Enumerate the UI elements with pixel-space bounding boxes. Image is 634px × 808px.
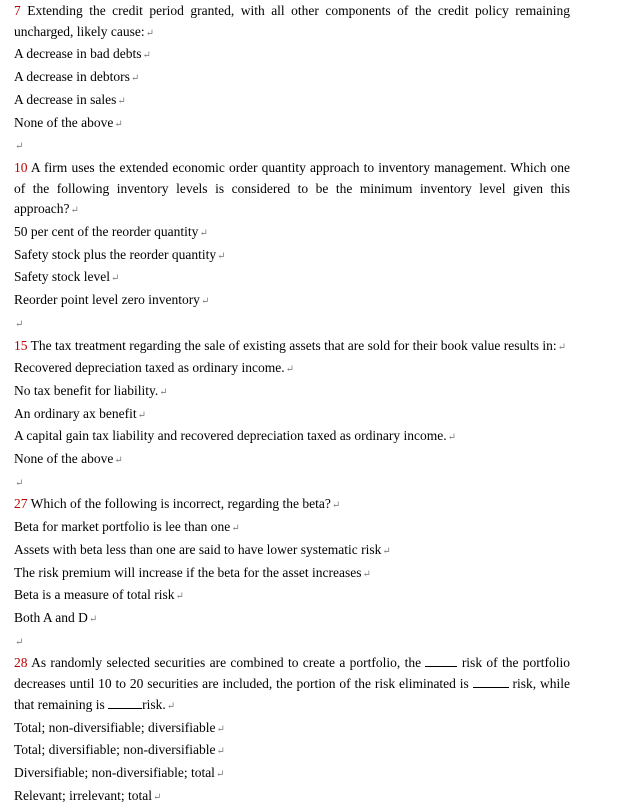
empty-paragraph bbox=[14, 135, 570, 158]
question-text: Extending the credit period granted, with all other components of the credit policy remaining uncharged, likely cause: bbox=[14, 3, 570, 39]
paragraph-mark-icon: ↵ bbox=[159, 386, 168, 398]
option-item bbox=[14, 404, 570, 427]
answer-blank bbox=[473, 675, 509, 688]
paragraph-mark-icon: ↵ bbox=[15, 318, 24, 330]
option-text: None of the above bbox=[14, 451, 114, 467]
paragraph-mark-icon: ↵ bbox=[216, 746, 225, 758]
empty-paragraph bbox=[14, 313, 570, 336]
option-item bbox=[14, 763, 570, 786]
question-10-stem bbox=[14, 158, 570, 222]
question-number: 27 bbox=[14, 496, 28, 512]
question-28-stem bbox=[14, 653, 570, 717]
option-text: None of the above bbox=[14, 114, 114, 130]
paragraph-mark-icon: ↵ bbox=[130, 73, 140, 85]
option-item bbox=[14, 786, 570, 808]
question-text-part-3: risk, while that remaining is bbox=[14, 676, 571, 712]
paragraph-mark-icon: ↵ bbox=[231, 523, 240, 535]
option-item bbox=[14, 67, 570, 90]
question-15-stem bbox=[14, 336, 570, 359]
paragraph-mark-icon: ↵ bbox=[145, 27, 154, 39]
option-text: Total; non-diversifiable; diversifiable bbox=[14, 719, 216, 735]
option-item bbox=[14, 426, 570, 449]
paragraph-mark-icon: ↵ bbox=[199, 228, 208, 240]
option-text: Safety stock level bbox=[14, 269, 110, 285]
empty-paragraph bbox=[14, 472, 570, 495]
paragraph-mark-icon: ↵ bbox=[447, 432, 456, 444]
paragraph-mark-icon: ↵ bbox=[285, 364, 295, 376]
option-item bbox=[14, 585, 570, 608]
option-item bbox=[14, 449, 570, 472]
question-number: 7 bbox=[14, 3, 21, 18]
option-text: No tax benefit for liability. bbox=[14, 382, 159, 398]
paragraph-mark-icon: ↵ bbox=[362, 568, 371, 580]
document-body bbox=[14, 0, 570, 808]
question-27-stem bbox=[14, 494, 570, 517]
paragraph-mark-icon: ↵ bbox=[215, 768, 225, 780]
option-text: Safety stock plus the reorder quantity bbox=[14, 246, 217, 262]
paragraph-mark-icon: ↵ bbox=[114, 455, 123, 467]
question-number: 10 bbox=[14, 159, 28, 175]
question-number: 28 bbox=[14, 655, 28, 671]
option-text: A decrease in sales bbox=[14, 91, 117, 107]
option-text: The risk premium will increase if the beta for the asset increases bbox=[14, 564, 362, 580]
option-item bbox=[14, 222, 570, 245]
option-item bbox=[14, 90, 570, 113]
paragraph-mark-icon: ↵ bbox=[15, 636, 24, 648]
option-item bbox=[14, 113, 570, 136]
question-text-part-1: As randomly selected securities are combined to create a portfolio, the bbox=[31, 655, 422, 671]
paragraph-mark-icon: ↵ bbox=[166, 700, 176, 712]
answer-blank bbox=[425, 654, 457, 667]
option-item bbox=[14, 381, 570, 404]
question-text: Which of the following is incorrect, regarding the beta? bbox=[30, 496, 331, 512]
paragraph-mark-icon: ↵ bbox=[114, 118, 123, 130]
option-text: Beta for market portfolio is lee than one bbox=[14, 519, 231, 535]
paragraph-mark-icon: ↵ bbox=[382, 545, 391, 557]
option-text: Both A and D bbox=[14, 609, 88, 625]
answer-blank bbox=[108, 696, 142, 709]
paragraph-mark-icon: ↵ bbox=[200, 296, 210, 308]
option-item bbox=[14, 44, 570, 67]
option-item bbox=[14, 608, 570, 631]
paragraph-mark-icon: ↵ bbox=[88, 613, 98, 625]
question-text-part-2: risk of the portfolio decreases until 10 to 20 securities are included, the portion of the risk eliminated is bbox=[14, 655, 571, 692]
option-text: Assets with beta less than one are said to have lower systematic risk bbox=[14, 541, 382, 557]
paragraph-mark-icon: ↵ bbox=[557, 341, 566, 353]
option-text: An ordinary ax benefit bbox=[14, 405, 137, 421]
option-text: Recovered depreciation taxed as ordinary income. bbox=[14, 360, 285, 376]
option-item bbox=[14, 245, 570, 268]
paragraph-mark-icon: ↵ bbox=[217, 250, 226, 262]
question-text-part-4: risk. bbox=[142, 696, 166, 712]
option-text: 50 per cent of the reorder quantity bbox=[14, 224, 199, 240]
option-text: A decrease in bad debts bbox=[14, 46, 142, 62]
paragraph-mark-icon: ↵ bbox=[110, 273, 120, 285]
option-item bbox=[14, 563, 570, 586]
option-text: Total; diversifiable; non-diversifiable bbox=[14, 742, 216, 758]
option-text: Reorder point level zero inventory bbox=[14, 292, 200, 308]
option-item bbox=[14, 358, 570, 381]
paragraph-mark-icon: ↵ bbox=[15, 141, 24, 153]
paragraph-mark-icon: ↵ bbox=[137, 409, 146, 421]
option-item bbox=[14, 517, 570, 540]
paragraph-mark-icon: ↵ bbox=[70, 205, 79, 217]
option-item bbox=[14, 718, 570, 741]
paragraph-mark-icon: ↵ bbox=[142, 50, 151, 62]
question-text: A firm uses the extended economic order quantity approach to inventory management. Which one of the following inventory levels is considered to be the minimum inventory level given this approach? bbox=[14, 159, 570, 217]
option-item bbox=[14, 740, 570, 763]
empty-paragraph bbox=[14, 631, 570, 654]
question-text: The tax treatment regarding the sale of existing assets that are sold for their book value results in: bbox=[30, 337, 557, 353]
question-number: 15 bbox=[14, 337, 28, 353]
paragraph-mark-icon: ↵ bbox=[175, 591, 184, 603]
paragraph-mark-icon: ↵ bbox=[331, 500, 341, 512]
option-text: Relevant; irrelevant; total bbox=[14, 787, 152, 803]
option-item bbox=[14, 540, 570, 563]
option-text: Beta is a measure of total risk bbox=[14, 587, 175, 603]
paragraph-mark-icon: ↵ bbox=[152, 791, 162, 803]
option-item bbox=[14, 267, 570, 290]
option-item bbox=[14, 290, 570, 313]
option-text: A capital gain tax liability and recovered depreciation taxed as ordinary income. bbox=[14, 428, 447, 444]
option-text: Diversifiable; non-diversifiable; total bbox=[14, 764, 215, 780]
question-7-stem bbox=[14, 1, 570, 44]
paragraph-mark-icon: ↵ bbox=[117, 95, 126, 107]
paragraph-mark-icon: ↵ bbox=[15, 477, 24, 489]
paragraph-mark-icon: ↵ bbox=[216, 723, 225, 735]
option-text: A decrease in debtors bbox=[14, 69, 130, 85]
